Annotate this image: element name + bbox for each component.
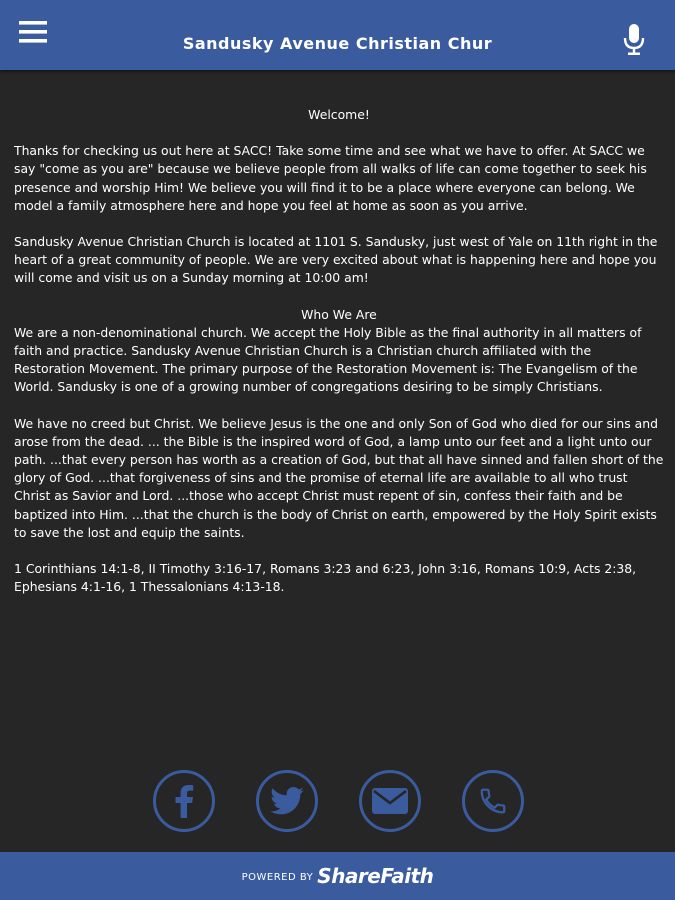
- scripture-references: 1 Corinthians 14:1-8, II Timothy 3:16-17, Romans 3:23 and 6:23, John 3:16, Romans 10:9, Acts 2:38, Ephesians 4:1-16, 1 Thessalonians 4:13-18.: [14, 561, 637, 595]
- about-paragraph: We are a non-denominational church. We accept the Holy Bible as the final authority in all matters of faith and practice. Sandusky Avenue Christian Church is a Christian church affiliated with the Restoration Movement. The primary purpose of the Restoration Movement is: The Evangelism of the World. Sandusky is one of a growing number of congregations desiring to be simply Christians.: [14, 324, 642, 395]
- phone-icon: [478, 786, 508, 816]
- app-bar: [0, 0, 675, 70]
- twitter-button[interactable]: [256, 770, 318, 832]
- email-button[interactable]: [359, 770, 421, 832]
- social-links: [153, 770, 523, 830]
- phone-button[interactable]: [462, 770, 524, 832]
- facebook-button[interactable]: [153, 770, 215, 832]
- who-we-are-heading: Who We Are: [301, 306, 377, 322]
- sharefaith-logo[interactable]: ShareFaith: [317, 864, 434, 888]
- beliefs-paragraph: We have no creed but Christ. We believe Jesus is the one and only Son of God who died for our sins and arose from the dead. ... the Bible is the inspired word of God, a lamp unto our feet and a light unto our path. ...that every person has worth as a creation of God, but that all have sinned and fallen short of the glory of God. ...that forgiveness of sins and the promise of eternal life are available to all who trust Christ as Savior and Lord. ...those who accept Christ must repent of sin, confess their faith and be baptized into Him. ...that the church is the body of Christ on earth, empowered by the Holy Spirit exists to save the lost and equip the saints.: [14, 415, 664, 540]
- facebook-icon: [173, 784, 195, 818]
- voice-search-button[interactable]: [623, 24, 653, 60]
- location-paragraph: Sandusky Avenue Christian Church is located at 1101 S. Sandusky, just west of Yale on 11th right in the heart of a great community of people. We are very excited about what is happening here and hope you will come and visit us on a Sunday morning at 10:00 am!: [14, 234, 658, 286]
- footer: [0, 852, 675, 900]
- main-content: [14, 106, 664, 596]
- email-icon: [372, 788, 408, 814]
- twitter-icon: [270, 787, 304, 815]
- intro-paragraph: Thanks for checking us out here at SACC! Take some time and see what we have to offer. At SACC we say "come as you are" because we believe people from all walks of life can come together to seek his presence and worship Him! We believe you will find it to be a place where everyone can belong. We model a family atmosphere here and hope you feel at home as soon as you arrive.: [14, 143, 647, 213]
- page-title: Sandusky Avenue Christian Chur: [182, 34, 493, 53]
- microphone-icon: [623, 24, 645, 56]
- menu-button[interactable]: [12, 20, 54, 62]
- welcome-heading: Welcome!: [308, 107, 370, 122]
- hamburger-icon: [19, 20, 47, 44]
- powered-by-label: POWERED BY: [241, 871, 314, 883]
